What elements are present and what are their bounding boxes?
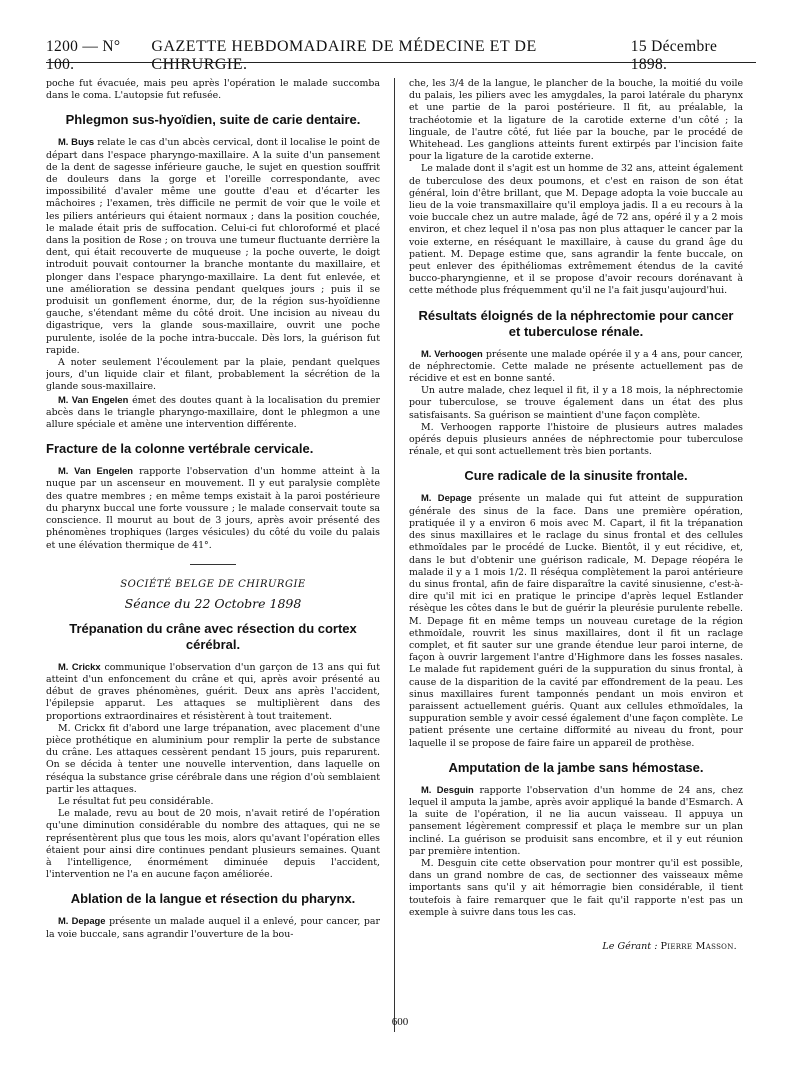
section-title-amputation: Amputation de la jambe sans hémostase. — [448, 759, 704, 775]
paragraph — [46, 661, 380, 723]
paragraph — [46, 136, 380, 357]
publisher-signature — [409, 941, 743, 952]
paragraph-text: rapporte l'observation d'un homme atteint à la nuque par un ascenseur en mouvement. Il y eut paralysie complète des quatre membres ; en même temps existait à la paroi postérieure du pharynx buccal une forte voussure ; le malade conservait toute sa conscience. Il mourut au bout de 3 jours, après avoir présenté des phénomènes trophiques (larges vésicules) du côté du voile du palais et une élévation thermique de 41°. — [46, 466, 380, 551]
speaker-name: M. Desguin — [421, 783, 474, 795]
paragraph: A noter seulement l'écoulement par la plaie, pendant quelques jours, d'un liquide clair et filant, probablement la sécrétion de la glande sous-maxillaire. — [46, 357, 380, 393]
speaker-name: M. Van Engelen — [58, 393, 129, 405]
speaker-name: M. Crickx — [58, 660, 101, 672]
paragraph: Un autre malade, chez lequel il fit, il y a 18 mois, la néphrectomie pour tuberculose, se trouve également dans un état des plus satisfaisants. Sa guérison se maintient d'une façon complète. — [409, 385, 743, 421]
paragraph — [46, 915, 380, 940]
section-title-fracture: Fracture de la colonne vertébrale cervicale. — [46, 441, 314, 457]
society-heading: SOCIÉTÉ BELGE DE CHIRURGIE — [120, 578, 306, 590]
speaker-name: M. Depage — [58, 915, 106, 927]
signature-name: Pierre Masson. — [660, 940, 737, 952]
issue-date: 15 Décembre 1898. — [630, 38, 718, 73]
paragraph-text: présente une malade opérée il y a 4 ans, pour cancer, de néphrectomie. Cette malade ne présente actuellement pas de récidive et est en bonne santé. — [409, 348, 743, 385]
section-separator — [190, 564, 236, 565]
section-title-trepanation: Trépanation du crâne avec résection du cortex cérébral. — [69, 620, 357, 652]
signature-label: Le Gérant : — [602, 940, 658, 952]
paragraph-text: relate le cas d'un abcès cervical, dont il localise le point de départ dans l'espace pharyngo-maxillaire. A la suite d'un pansement de la dent de sagesse inférieure gauche, le sujet en question souffrit de douleurs dans la gorge et l'oreille correspondante, avec impossibilité d'avaler même une goutte d'eau et d'écarter les mâchoires ; l'examen, très difficile ne permit de voir que le voile et les piliers antérieurs qui étaient normaux ; dans la position couchée, le malade était pris de suffocation. Celui-ci fut chloroformé et placé dans la position de Rose ; on trouva une tumeur fluctuante derrière la dent, qui était recouverte de muqueuse ; la poche ouverte, le doigt introduit pouvait contourner la branche montante du maxillaire, et plonger dans l'espace pharyngo-maxillaire. La dent fut enlevée, et une amélioration se dessina pendant quelques jours ; puis il se produisit un gonflement énorme, dur, de la région sus-hyoïdienne gauche, s'étendant même du côté droit. Une incision au niveau du digastrique, vers la glande sous-maxillaire, ouvrit une poche purulente, isolée de la poche intra-buccale. Dès lors, la guérison fut rapide. — [46, 137, 380, 356]
paragraph-text: rapporte l'observation d'un homme de 24 ans, chez lequel il amputa la jambe, après avoir appliqué la bande d'Esmarch. A la suite de l'opération, il ne lia aucun vaisseau. Il appuya un pansement légèrement compressif et plaça le membre sur un plan incliné. La guérison se produisit sans encombre, et il y eut réunion par première intention. — [409, 784, 743, 857]
paragraph: M. Desguin cite cette observation pour montrer qu'il est possible, dans un grand nombre de cas, de sectionner des vaisseaux même importants sans qu'il y ait hémorragie bien considérable, il tient toutefois à faire remarquer que le fait qu'il rapporte n'est pas un exemple à suivre dans tous les cas. — [409, 857, 743, 918]
paragraph: Le malade dont il s'agit est un homme de 32 ans, atteint également de tuberculose des deux poumons, et c'est en raison de son état général, loin d'être brillant, que M. Depage adopta la voie buccale au lieu de la voie transmaxillaire qu'il employa jadis. Il a eu recours à la voie buccale chez un autre malade, âgé de 72 ans, opéré il y a 2 mois environ, et chez lequel il n'osa pas non plus attaquer le cancer par la voie externe, en réséquant le maxillaire, à cause du grand âge du patient. M. Depage estime que, sans agrandir la fente buccale, on peut enlever des épithéliomas extrêmement étendus de la cavité bucco-pharyngienne, et il se propose d'avoir recours dorénavant à cette méthode plus fréquemment qu'il ne l'a fait jusqu'aujourd'hui. — [409, 163, 743, 297]
seance-heading: Séance du 22 Octobre 1898 — [124, 595, 302, 611]
column-rule — [394, 78, 395, 1032]
paragraph: M. Crickx fit d'abord une large trépanation, avec placement d'une pièce prothétique en aluminium pour remplir la perte de substance du crâne. Les attaques cessèrent pendant 15 jours, puis reparurent. On se décida à tenter une nouvelle intervention, dans laquelle on réséqua la substance grise cérébrale dans une région d'où semblaient partir les attaques. — [46, 722, 380, 795]
left-column — [46, 78, 380, 1032]
journal-title: GAZETTE HEBDOMADAIRE DE MÉDECINE ET DE CHIRURGIE. — [151, 38, 537, 73]
paragraph: Le résultat fut peu considérable. — [58, 795, 214, 807]
paragraph — [409, 784, 743, 858]
speaker-name: M. Verhoogen — [421, 347, 483, 359]
paragraph — [46, 465, 380, 551]
running-header — [46, 38, 756, 73]
continuation-paragraph: poche fut évacuée, mais peu après l'opération le malade succomba dans le coma. L'autopsie fut refusée. — [46, 78, 380, 102]
speaker-name: M. Depage — [421, 492, 472, 504]
paragraph-text: présente un malade auquel il a enlevé, pour cancer, par la voie buccale, sans agrandir l'ouverture de la bou- — [46, 916, 380, 940]
two-column-body — [46, 78, 756, 1032]
paragraph: Le malade, revu au bout de 20 mois, n'avait retiré de l'opération qu'une diminution considérable du nombre des attaques, qui ne se représentèrent plus que tous les mois, alors qu'avant l'opération elles étaient pour ainsi dire continues pendant plusieurs semaines. Quant à l'intelligence, énormément diminuée depuis l'accident, l'intervention ne l'a en aucune façon améliorée. — [46, 808, 380, 881]
paragraph — [46, 394, 380, 432]
speaker-name: M. Van Engelen — [58, 465, 134, 477]
section-title-phlegmon: Phlegmon sus-hyoïdien, suite de carie dentaire. — [65, 112, 361, 128]
paragraph: M. Verhoogen rapporte l'histoire de plusieurs autres malades opérés depuis plusieurs années de néphrectomie pour tuberculose rénale, et qui sont actuellement très bien portants. — [409, 421, 743, 458]
header-rule — [46, 62, 756, 63]
continuation-paragraph: che, les 3/4 de la langue, le plancher de la bouche, la moitié du voile du palais, les piliers avec les amygdales, la paroi latérale du pharynx et une partie de la paroi postérieure. Il fit, au préalable, la trachéotomie et la ligature de la carotide externe d'un côté ; la linguale, de l'autre côté, fut liée par la bouche, par le procédé de Whitehead. Les ganglions atteints furent extirpés par l'incision faite pour la ligature de la carotide externe. — [409, 78, 743, 163]
paragraph — [409, 348, 743, 386]
section-title-ablation: Ablation de la langue et résection du pharynx. — [70, 891, 356, 907]
paragraph-text: présente un malade qui fut atteint de suppuration générale des sinus de la face. Dans une première opération, pratiquée il y a environ 6 mois avec M. Capart, il fit la trépanation des sinus maxillaires et le raclage du sinus frontal et des cellules ethmoïdales par le procédé de Lucke. Bientôt, il y eut récidive, et, dans le but d'obtenir une guérison radicale, M. Depage réopéra le malade il y a 1 mois 1/2. Il réséqua complètement la paroi antérieure du sinus frontal, afin de faire disparaître la cavité sinusienne, c'est-à-dire qu'il mit ici en pratique le principe d'après lequel Estlander résèque les côtes dans le but de guérir la pleurésie purulente rebelle. M. Depage fit en même temps un nouveau curetage de la région ethmoïdale, rouvrit les sinus maxillaires, dont il fit un raclage complet, et fit sauter sur une grande étendue leur paroi interne, de façon à ouvrir largement l'antre d'Highmore dans les fosses nasales. Le malade fut rapidement guéri de la suppuration du sinus frontal, à cause de la disparition de la cavité par effondrement de la peau. Les sinus maxillaires furent tamponnés pendant un mois environ et paraissent actuellement guéris. Quant aux cellules ethmoïdales, la suppuration semble y avoir cessé également d'une façon complète. Le patient présente une certaine difformité au niveau du front, pour laquelle il se propose de faire faire un appareil de prothèse. — [409, 493, 743, 749]
page-number: 600 — [391, 1016, 409, 1028]
paragraph-text: communique l'observation d'un garçon de 13 ans qui fut atteint d'un enfoncement du crâne et qui, après avoir présenté au début de graves phénomènes, guérit. Deux ans après l'accident, l'épilepsie apparut. Les attaques se multiplièrent dans des proportions extraordinaires et résistèrent à tout traitement. — [46, 661, 380, 722]
paragraph — [409, 492, 743, 749]
right-column — [409, 78, 743, 1032]
paragraph-text: émet des doutes quant à la localisation du premier abcès dans le triangle pharyngo-maxillaire, dont le phlegmon a une allure spéciale et amène une intervention différente. — [46, 394, 380, 431]
page-issue-number: 1200 — N° 100. — [46, 38, 121, 73]
speaker-name: M. Buys — [58, 136, 95, 148]
section-title-sinusite: Cure radicale de la sinusite frontale. — [464, 468, 688, 484]
section-title-nephrectomie: Résultats éloignés de la néphrectomie pour cancer et tuberculose rénale. — [418, 307, 734, 339]
